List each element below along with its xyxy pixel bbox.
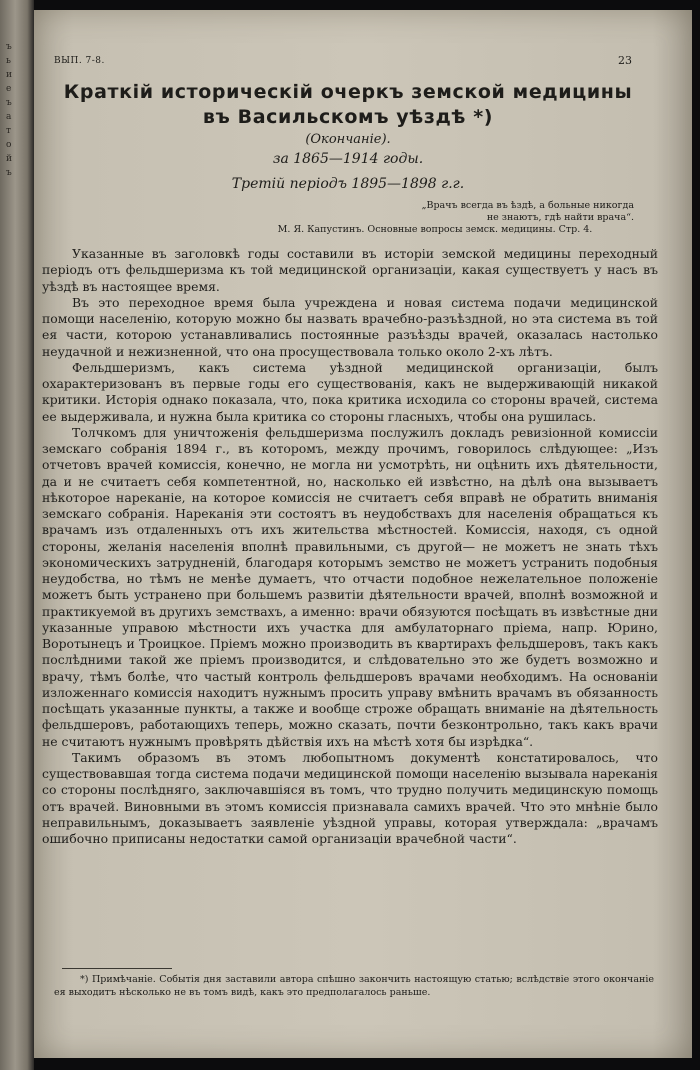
paragraph: Фельдшеризмъ, какъ система уѣздной медицинской организаціи, былъ охарактеризованъ въ первые годы его существованія, какъ не выдерживающій никакой критики. Исторія однако показала, что, пока критика исходила со стороны врачей, система ее выдерживала, и нужна была критика со стороны гласныхъ, чтобы она рушилась. xyxy=(42,359,658,424)
paragraph: Такимъ образомъ въ этомъ любопытномъ документѣ констатировалось, что существовавшая тогда система подачи медицинской помощи населенію вызывала нареканія со стороны послѣдняго, заключавшіяся въ томъ, что трудно получить медицинскую помощь отъ врачей. Виновными въ этомъ комиссія признавала самихъ врачей. Что это мнѣніе было неправильнымъ, доказываетъ заявленіе уѣздной управы, которая утверждала: „врачамъ ошибочно приписаны недостатки самой организаціи врачебной части“. xyxy=(42,749,658,846)
article-subtitle: (Окончаніе). xyxy=(305,132,391,147)
previous-page-edge xyxy=(0,0,34,1070)
issue-label: ВЫП. 7-8. xyxy=(54,56,105,66)
title-line-1: Краткій историческій очеркъ земской медицины xyxy=(63,81,633,103)
paragraph: Въ это переходное время была учреждена и новая система подачи медицинской помощи населенію, которую можно бы назвать врачебно-разъѣздной, но эта система въ той ея части, которою устанавливались постоянные разъѣзды врачей, оказалась настолько неудачной и нежизненной, что она просуществовала только около 2-хъ лѣтъ. xyxy=(42,294,658,359)
footnote-divider xyxy=(62,968,172,969)
period-heading: Третій періодъ 1895—1898 г.г. xyxy=(231,176,465,192)
article-years: за 1865—1914 годы. xyxy=(272,151,424,167)
article-title xyxy=(34,80,662,130)
paragraph: Указанные въ заголовкѣ годы составили въ исторіи земской медицины переходный періодъ отъ фельдшеризма къ той медицинской организаціи, какая существуетъ у насъ въ уѣздѣ въ настоящее время. xyxy=(42,246,658,294)
document-page xyxy=(34,10,692,1058)
epigraph-quote-line-1: „Врачъ всегда въ ѣздѣ, а больные никогда xyxy=(421,200,634,211)
epigraph-source: М. Я. Капустинъ. Основные вопросы земск. медицины. Стр. 4. xyxy=(277,224,593,235)
article-body xyxy=(42,246,658,847)
page-number: 23 xyxy=(618,54,632,67)
epigraph xyxy=(240,200,640,236)
footnote: *) Примѣчаніе. Событія дня заставили автора спѣшно закончить настоящую статью; вслѣдствіе этого окончаніе ея выходитъ нѣсколько не въ томъ видѣ, какъ это предполагалось раньше. xyxy=(54,974,654,998)
previous-page-text-fragment: ъ ь и е ъ а т о й ъ xyxy=(6,42,12,178)
epigraph-quote-line-2: не знаютъ, гдѣ найти врача“. xyxy=(486,212,634,223)
paragraph: Толчкомъ для уничтоженія фельдшеризма послужилъ докладъ ревизіонной комиссіи земскаго собранія 1894 г., въ которомъ, между прочимъ, говорилось слѣдующее: „Изъ отчетовъ врачей комиссія, конечно, не могла ни усмотрѣть, ни оцѣнить ихъ дѣятельности, да и не считаетъ себя компетентной, но, насколько ей извѣстно, на дѣлѣ она вызываетъ нѣкоторое нареканіе, на которое комиссія не считаетъ себя вправѣ не обратить вниманія земскаго собранія. Нареканія эти состоятъ въ неудобствахъ для населенія обращаться къ врачамъ изъ отдаленныхъ отъ ихъ жительства мѣстностей. Комиссія, находя, съ одной стороны, желанія населенія вполнѣ правильными, съ другой— не можетъ не знать тѣхъ экономическихъ затрудненій, благодаря которымъ земство не можетъ устранить подобныя неудобства, но тѣмъ не менѣе думаетъ, что отчасти подобное нежелательное положеніе можетъ быть устранено при большемъ развитіи дѣятельности врачей, вполнѣ возможной и практикуемой въ другихъ земствахъ, а именно: врачи обязуются посѣщать въ извѣстные дни указанные управою мѣстности ихъ участка для амбулаторнаго пріема, напр. Юрино, Воротынецъ и Троицкое. Пріемъ можно производить въ квартирахъ фельдшеровъ, такъ какъ послѣдними такой же пріемъ производится, и слѣдовательно это же будетъ возможно и врачу, тѣмъ болѣе, что частый контроль фельдшеровъ врачами необходимъ. На основаніи изложеннаго комиссія находитъ нужнымъ просить управу вмѣнить врачамъ въ обязанность посѣщать указанные пункты, а также и вообще строже обращать вниманіе на дѣятельность фельдшеровъ, работающихъ теперь, можно сказать, почти безконтрольно, такъ какъ врачи не считаютъ нужнымъ провѣрять дѣйствія ихъ на мѣстѣ хотя бы изрѣдка“. xyxy=(42,424,658,749)
title-line-2: въ Васильскомъ уѣздѣ *) xyxy=(202,106,494,128)
